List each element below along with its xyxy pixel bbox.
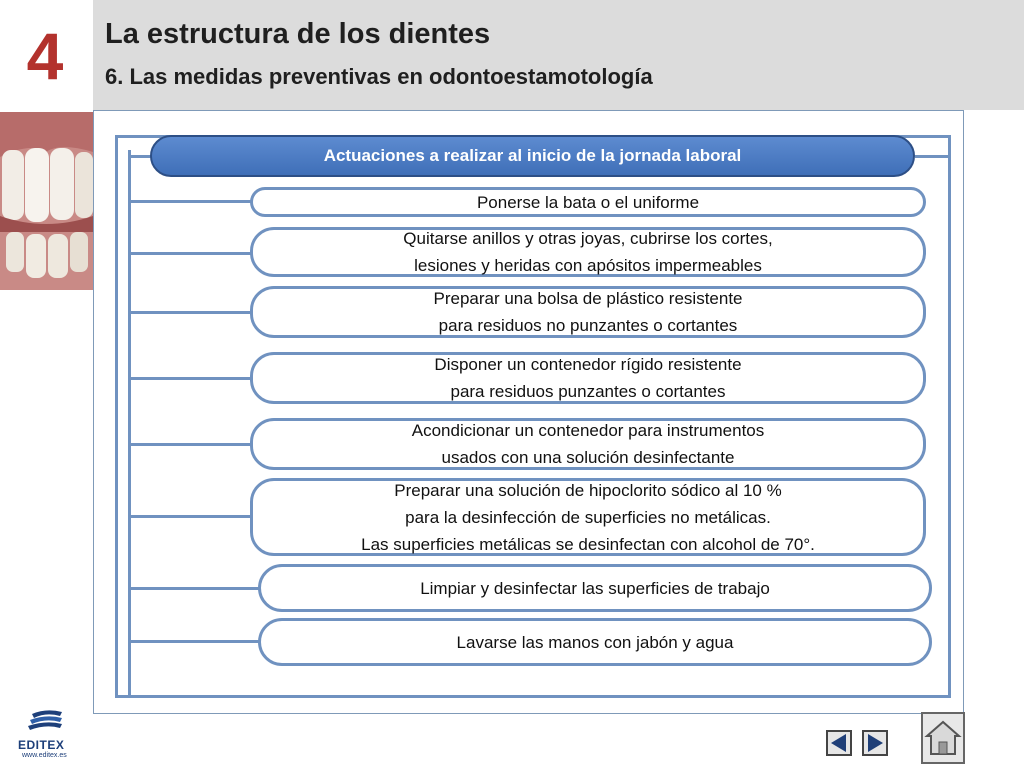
page-subtitle: 6. Las medidas preventivas en odontoestamotología [105, 64, 653, 89]
connector-line [128, 155, 152, 158]
connector-line [915, 155, 951, 158]
list-item: Ponerse la bata o el uniforme [250, 187, 926, 217]
list-item: Preparar una bolsa de plástico resistente para residuos no punzantes o cortantes [250, 286, 926, 338]
connector-line [128, 587, 260, 590]
list-item: Lavarse las manos con jabón y agua [258, 618, 932, 666]
connector-line [128, 377, 252, 380]
list-item: Limpiar y desinfectar las superficies de trabajo [258, 564, 932, 612]
triangle-left-icon [828, 732, 850, 754]
connector-line [128, 640, 260, 643]
connector-line [128, 252, 252, 255]
diagram-heading: Actuaciones a realizar al inicio de la jornada laboral [150, 135, 915, 177]
connector-line [128, 515, 252, 518]
connector-line [128, 150, 131, 698]
connector-line [128, 311, 252, 314]
next-slide-button[interactable] [862, 730, 888, 756]
previous-slide-button[interactable] [826, 730, 852, 756]
home-button[interactable] [921, 712, 965, 764]
logo-url: www.editex.es [22, 752, 67, 759]
list-item: Disponer un contenedor rígido resistente para residuos punzantes o cortantes [250, 352, 926, 404]
house-icon [923, 714, 963, 762]
chapter-box [0, 0, 93, 110]
logo-text: EDITEX [18, 738, 65, 752]
list-item: Acondicionar un contenedor para instrumentos usados con una solución desinfectante [250, 418, 926, 470]
connector-line [128, 200, 252, 203]
teeth-photo [0, 112, 93, 290]
title-bar [0, 0, 1024, 110]
chapter-number: 4 [26, 19, 64, 93]
list-item: Preparar una solución de hipoclorito sódico al 10 % para la desinfección de superficies no metálicas. Las superficies metálicas se desinfectan con alcohol de 70°. [250, 478, 926, 556]
triangle-right-icon [864, 732, 886, 754]
page-title: La estructura de los dientes [105, 18, 491, 50]
list-item: Quitarse anillos y otras joyas, cubrirse los cortes, lesiones y heridas con apósitos impermeables [250, 227, 926, 277]
connector-line [128, 443, 252, 446]
